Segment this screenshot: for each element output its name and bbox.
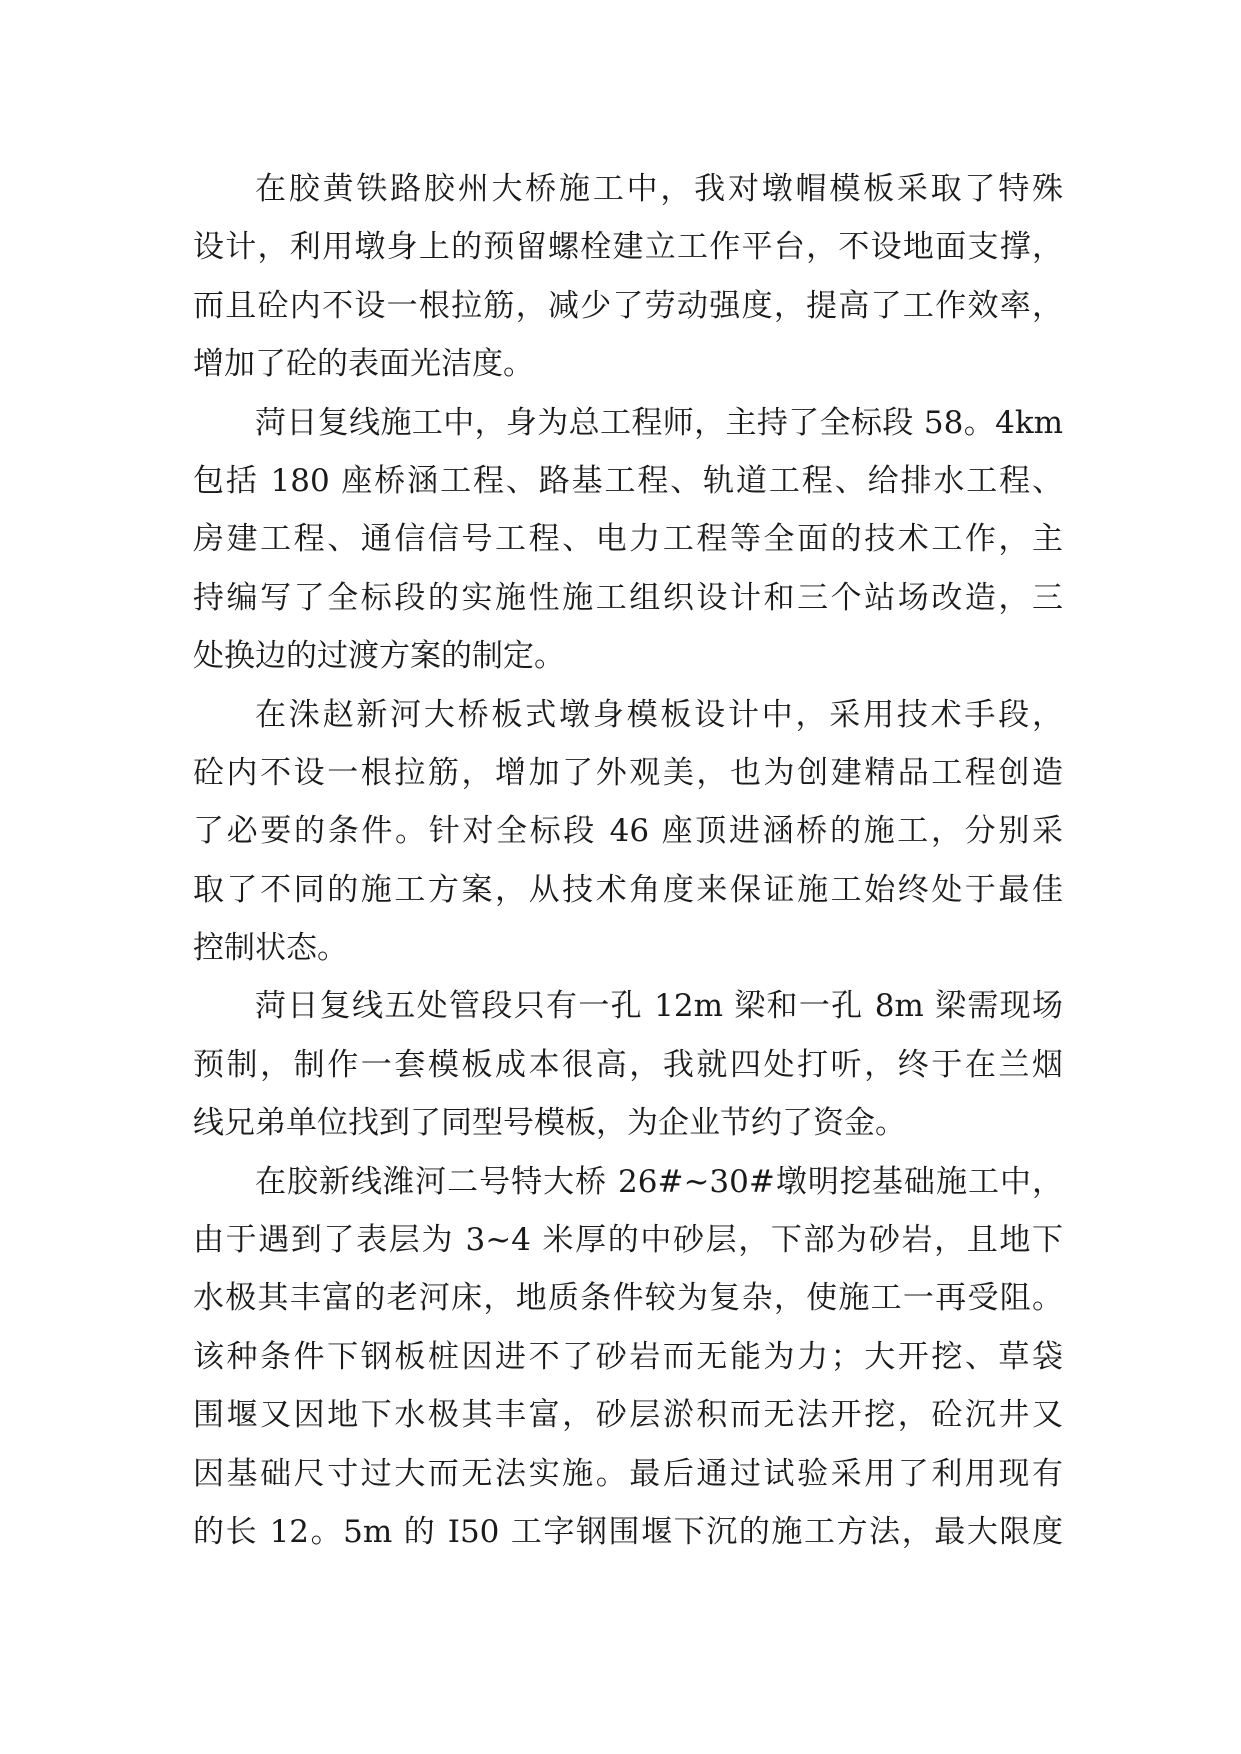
text-line: 菏日复线施工中，身为总工程师，主持了全标段 58。4km: [255, 404, 1063, 441]
text-line: 因基础尺寸过大而无法实施。最后通过试验采用了利用现有: [193, 1455, 1063, 1492]
text-line: 该种条件下钢板桩因进不了砂岩而无能为力；大开挖、草袋: [193, 1338, 1063, 1375]
text-line: 在胶黄铁路胶州大桥施工中，我对墩帽模板采取了特殊: [255, 171, 1063, 207]
text-line: 了必要的条件。针对全标段 46 座顶进涵桥的施工，分别采: [193, 813, 1063, 850]
text-line: 的长 12。5m 的 I50 工字钢围堰下沉的施工方法，最大限度: [193, 1513, 1063, 1550]
paragraph: [193, 160, 1063, 394]
text-line: 围堰又因地下水极其丰富，砂层淤积而无法开挖，砼沉井又: [193, 1397, 1063, 1434]
text-line: 处换边的过渡方案的制定。: [193, 638, 565, 675]
text-line: 由于遇到了表层为 3~4 米厚的中砂层，下部为砂岩，且地下: [193, 1222, 1063, 1259]
text-line: 线兄弟单位找到了同型号模板，为企业节约了资金。: [193, 1105, 906, 1142]
text-line: 水极其丰富的老河床，地质条件较为复杂，使施工一再受阻。: [193, 1280, 1063, 1317]
text-line: 设计，利用墩身上的预留螺栓建立工作平台，不设地面支撑，: [193, 229, 1063, 266]
text-line: 控制状态。: [193, 930, 348, 967]
text-line: 房建工程、通信信号工程、电力工程等全面的技术工作，主: [193, 521, 1063, 558]
paragraph: [193, 686, 1063, 978]
text-line: 预制，制作一套模板成本很高，我就四处打听，终于在兰烟: [193, 1046, 1063, 1083]
text-line: 增加了砼的表面光洁度。: [193, 346, 534, 383]
body-text: [193, 160, 1063, 1561]
text-line: 砼内不设一根拉筋，增加了外观美，也为创建精品工程创造: [193, 754, 1063, 791]
text-line: 取了不同的施工方案，从技术角度来保证施工始终处于最佳: [193, 871, 1063, 908]
text-line: 持编写了全标段的实施性施工组织设计和三个站场改造，三: [193, 579, 1063, 616]
paragraph: [193, 1153, 1063, 1562]
text-line: 而且砼内不设一根拉筋，减少了劳动强度，提高了工作效率，: [193, 287, 1063, 324]
paragraph: [193, 977, 1063, 1152]
paragraph: [193, 394, 1063, 686]
text-line: 在洙赵新河大桥板式墩身模板设计中，采用技术手段，: [255, 696, 1063, 733]
text-line: 菏日复线五处管段只有一孔 12m 梁和一孔 8m 梁需现场: [255, 988, 1063, 1025]
text-line: 包括 180 座桥涵工程、路基工程、轨道工程、给排水工程、: [193, 462, 1063, 499]
text-line: 在胶新线潍河二号特大桥 26#~30#墩明挖基础施工中，: [255, 1163, 1063, 1200]
